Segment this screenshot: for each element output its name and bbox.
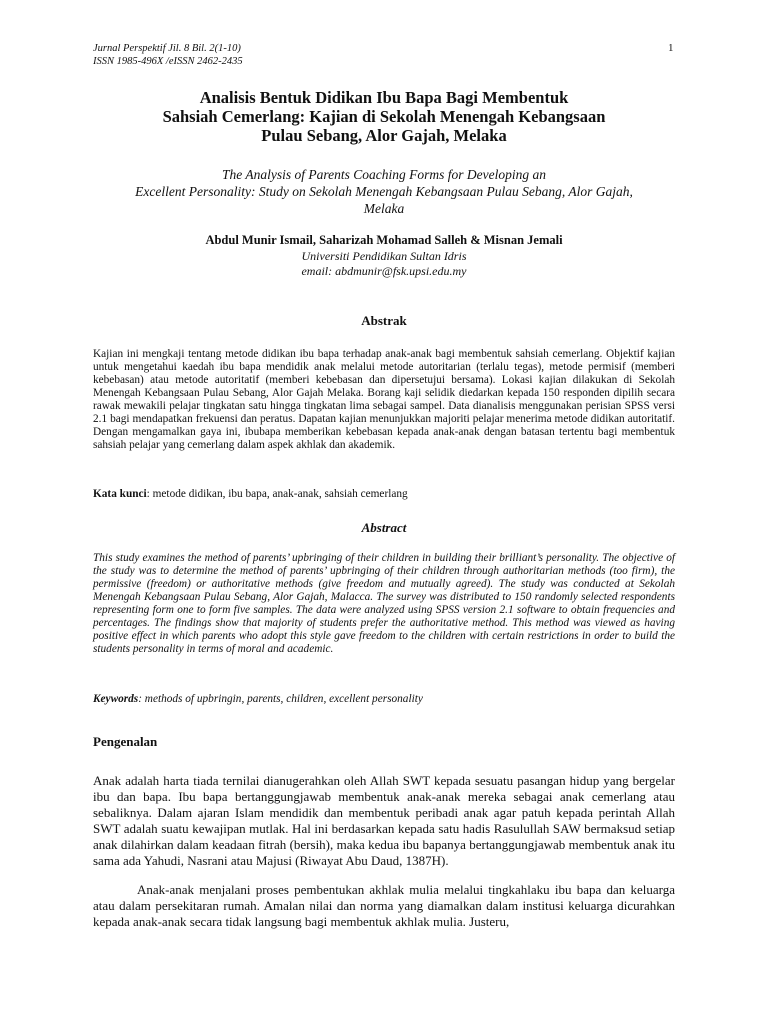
abstract-text: This study examines the method of parents’ upbringing of their children in building their brilliant’s personality. The objective of the study was to determine the method of parents’ upbringing of their children through authoritarian methods (too firm), the permissive (freedom) or authoritative methods (give freedom and mutually agreed). The study was conducted at Sekolah Menengah Kebangsaan Pulau Sebang, Alor Gajah, Malacca. The survey was distributed to 150 randomly selected respondents representing form one to form five samples. The data were analyzed using SPSS version 2.1 software to obtain frequencies and percentages. The findings show that majority of students prefer the authoritative method. This method was viewed as having positive effect in which parents who adopt this style gave freedom to the children with certain restrictions in order to build the students personality in terms of moral and academic. <box>93 552 675 655</box>
journal-citation: Jurnal Perspektif Jil. 8 Bil. 2(1-10) <box>93 43 241 54</box>
running-header <box>93 42 243 68</box>
kata-kunci-line <box>93 488 675 501</box>
affiliation: Universiti Pendidikan Sultan Idris <box>301 249 467 263</box>
keywords-label: Keywords <box>93 693 139 705</box>
title-line: Sahsiah Cemerlang: Kajian di Sekolah Menengah Kebangsaan <box>162 107 606 126</box>
title-line: Pulau Sebang, Alor Gajah, Melaka <box>261 126 507 145</box>
keywords-values: : methods of upbringin, parents, children, excellent personality <box>138 693 423 705</box>
abstract-heading: Abstract <box>361 520 407 535</box>
intro-paragraph-1: Anak adalah harta tiada ternilai dianugerahkan oleh Allah SWT kepada sesuatu pasangan hidup yang bergelar ibu dan bapa. Ibu bapa bertanggungjawab membentuk anak-anak mereka sebagai anak cemerlang atau sebaliknya. Dalam ajaran Islam mendidik dan membentuk peribadi anak agar patuh kepada perintah Allah SWT adalah suatu kewajipan mutlak. Hal ini berdasarkan kepada satu hadis Rasulullah SAW bermaksud setiap anak dilahirkan dalam keadaan fitrah (bersih), maka kedua ibu bapanya bertanggungjawab membentuk anak itu sama ada Yahudi, Nasrani atau Majusi (Riwayat Abu Daud, 1387H). <box>93 773 675 868</box>
keywords-line <box>93 693 675 706</box>
kata-kunci-label: Kata kunci <box>93 488 147 500</box>
subtitle-line: The Analysis of Parents Coaching Forms for Developing an <box>222 167 546 182</box>
issn-line: ISSN 1985-496X /eISSN 2462-2435 <box>93 56 243 67</box>
intro-paragraph-2: Anak-anak menjalani proses pembentukan akhlak mulia melalui tingkahlaku ibu bapa dan keluarga atau dalam persekitaran rumah. Amalan nilai dan norma yang diamalkan dalam institusi keluarga dicurahkan kepada anak-anak secara tidak langsung bagi membentuk akhlak mulia. Justeru, <box>93 882 675 929</box>
author-affiliation-block <box>93 249 675 279</box>
subtitle-line: Excellent Personality: Study on Sekolah Menengah Kebangsaan Pulau Sebang, Alor Gajah, <box>135 184 633 199</box>
abstrak-heading: Abstrak <box>361 313 407 328</box>
abstrak-text: Kajian ini mengkaji tentang metode didikan ibu bapa terhadap anak-anak bagi membentuk sahsiah cemerlang. Objektif kajian untuk mengetahui kaedah ibu bapa mendidik anak melalui metode autoritarian (terlalu tegas), metode permisif (memberi kebebasan) atau metode autoritatif (memberi kebebasan dan dipersetujui bersama). Lokasi kajian dilakukan di Sekolah Menengah Kebangsaan Pulau Sebang, Alor Gajah Melaka. Borang kaji selidik diedarkan kepada 150 responden dipilih secara rawak mewakili pelajar tingkatan satu hingga tingkatan lima sebagai sampel. Data dianalisis menggunakan perisian SPSS versi 2.1 bagi mendapatkan frekuensi dan peratus. Dapatan kajian menunjukkan majoriti pelajar menerima metode didikan autoritatif. Dengan mengamalkan gaya ini, ibubapa memberikan kebebasan kepada anak-anak dengan batasan tertentu bagi membentuk sahsiah pelajar yang cemerlang dalam aspek akhlak dan akademik. <box>93 348 675 451</box>
subtitle-line: Melaka <box>363 201 405 216</box>
section-heading-pengenalan: Pengenalan <box>93 734 158 749</box>
author-list: Abdul Munir Ismail, Saharizah Mohamad Salleh & Misnan Jemali <box>205 233 563 247</box>
english-title <box>93 166 675 217</box>
paper-title <box>93 88 675 145</box>
author-email: email: abdmunir@fsk.upsi.edu.my <box>301 264 467 278</box>
page-number: 1 <box>668 42 674 54</box>
kata-kunci-values: : metode didikan, ibu bapa, anak-anak, sahsiah cemerlang <box>146 488 408 500</box>
title-line: Analisis Bentuk Didikan Ibu Bapa Bagi Membentuk <box>199 88 569 107</box>
